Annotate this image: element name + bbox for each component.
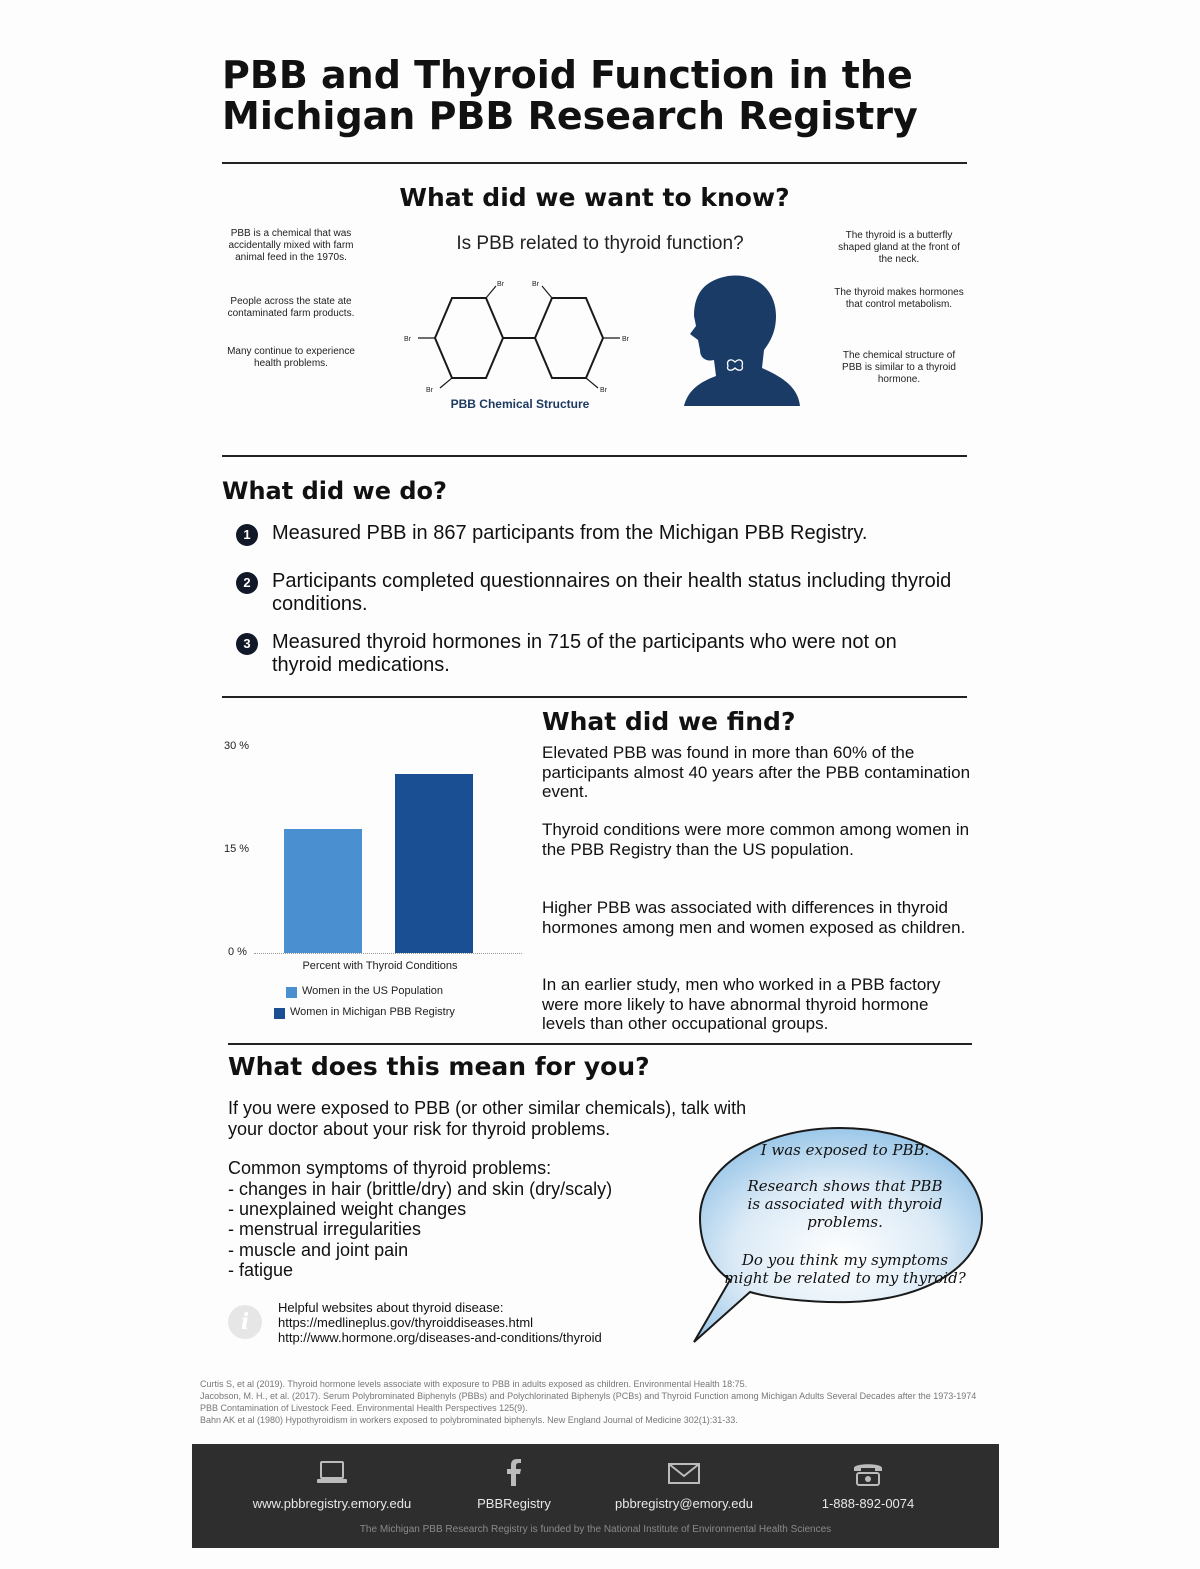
head-silhouette-icon [676, 272, 806, 408]
research-question: Is PBB related to thyroid function? [456, 233, 744, 254]
helpful-websites [278, 1300, 698, 1345]
finding-paragraph: In an earlier study, men who worked in a PBB factory were more likely to have abnormal thyroid hormone levels than other occupational groups. [542, 975, 941, 1033]
x-axis-baseline [254, 953, 522, 954]
step-number-badge: 3 [236, 633, 258, 655]
references [200, 1378, 990, 1426]
br-label: Br [532, 281, 539, 288]
right-note-1: The thyroid is a butterfly shaped gland at the front of the neck. [838, 230, 960, 265]
websites-title: Helpful websites about thyroid disease: [278, 1300, 504, 1315]
bar-women-us-population [284, 829, 362, 953]
br-label: Br [622, 336, 629, 343]
section-heading-mean: What does this mean for you? [228, 1052, 650, 1081]
left-note-2: People across the state ate contaminated farm products. [227, 296, 355, 319]
section-heading-find: What did we find? [542, 707, 796, 736]
symptoms-title: Common symptoms of thyroid problems: [228, 1158, 552, 1178]
divider [222, 162, 967, 164]
symptom-item: - unexplained weight changes [228, 1199, 467, 1219]
bubble-line-1: I was exposed to PBB. [760, 1141, 930, 1159]
info-icon: i [228, 1305, 262, 1339]
divider [228, 1043, 972, 1045]
step-number-badge: 1 [236, 524, 258, 546]
legend-swatch-us [286, 987, 297, 998]
symptom-item: - fatigue [228, 1260, 294, 1280]
laptop-icon [312, 1458, 352, 1488]
br-label: Br [600, 387, 607, 394]
bar-women-michigan-pbb-registry [395, 774, 473, 953]
section-heading-do: What did we do? [222, 477, 447, 505]
website-link[interactable]: http://www.hormone.org/diseases-and-conditions/thyroid [278, 1330, 602, 1345]
title-line-1: PBB and Thyroid Function in the [222, 53, 913, 97]
section-heading-know: What did we want to know? [399, 183, 790, 212]
divider [222, 455, 967, 457]
footer-email[interactable]: pbbregistry@emory.edu [615, 1496, 753, 1511]
finding-paragraph: Higher PBB was associated with differences in thyroid hormones among men and women exposed as children. [542, 898, 966, 937]
br-label: Br [404, 336, 411, 343]
facebook-icon [494, 1458, 534, 1488]
finding-paragraph: Elevated PBB was found in more than 60% of the participants almost 40 years after the PBB contamination event. [542, 743, 971, 801]
legend-label-michigan: Women in Michigan PBB Registry [290, 1006, 455, 1018]
footer-phone[interactable]: 1-888-892-0074 [821, 1496, 915, 1511]
finding-paragraph: Thyroid conditions were more common among women in the PBB Registry than the US population. [542, 820, 970, 859]
br-label: Br [497, 281, 504, 288]
y-tick-label: 0 % [228, 946, 247, 958]
step-text: Measured thyroid hormones in 715 of the participants who were not on thyroid medications. [272, 631, 897, 676]
step-number-badge: 2 [236, 572, 258, 594]
y-tick-label: 15 % [224, 843, 250, 855]
y-tick-label: 30 % [224, 740, 250, 752]
footer-facebook[interactable]: PBBRegistry [477, 1496, 551, 1511]
right-note-3: The chemical structure of PBB is similar to a thyroid hormone. [842, 350, 956, 385]
reference-item: Jacobson, M. H., et al. (2017). Serum Polybrominated Biphenyls (PBBs) and Polychlorinated Biphenyls (PCBs) and Thyroid Function among Michigan Adults Several Decades after the 1973-1974 PBB Contamination of Livestock Feed. Environmental Health Perspectives 125(9). [200, 1391, 977, 1413]
email-icon [664, 1458, 704, 1488]
legend-label-us: Women in the US Population [302, 985, 444, 997]
step-text: Participants completed questionnaires on their health status including thyroid conditions. [272, 570, 952, 615]
page-title [222, 55, 982, 137]
divider [222, 696, 967, 698]
right-note-2: The thyroid makes hormones that control metabolism. [834, 287, 964, 310]
website-link[interactable]: https://medlineplus.gov/thyroiddiseases.html [278, 1315, 534, 1330]
left-note-1: PBB is a chemical that was accidentally mixed with farm animal feed in the 1970s. [228, 228, 354, 263]
advice-paragraph: If you were exposed to PBB (or other similar chemicals), talk with your doctor about your risk for thyroid problems. [228, 1098, 747, 1139]
symptom-item: - muscle and joint pain [228, 1240, 409, 1260]
footer-bar [192, 1444, 999, 1548]
br-label: Br [426, 387, 433, 394]
legend-swatch-michigan [274, 1008, 285, 1019]
symptom-item: - changes in hair (brittle/dry) and skin (dry/scaly) [228, 1179, 613, 1199]
structure-caption: PBB Chemical Structure [450, 397, 590, 411]
x-axis-label: Percent with Thyroid Conditions [302, 960, 458, 972]
funding-note: The Michigan PBB Research Registry is funded by the National Institute of Environmental Health Sciences [359, 1524, 832, 1535]
bubble-line-3: Do you think my symptoms might be related to my thyroid? [724, 1251, 966, 1287]
pbb-chemical-structure-diagram [400, 278, 640, 398]
title-line-2: Michigan PBB Research Registry [222, 94, 918, 138]
symptom-item: - menstrual irregularities [228, 1219, 422, 1239]
footer-website[interactable]: www.pbbregistry.emory.edu [252, 1496, 412, 1511]
step-text: Measured PBB in 867 participants from the Michigan PBB Registry. [272, 522, 868, 544]
reference-item: Curtis S, et al (2019). Thyroid hormone levels associate with exposure to PBB in adults exposed as children. Environmental Health 18:75. [200, 1379, 748, 1389]
reference-item: Bahn AK et al (1980) Hypothyroidism in workers exposed to polybrominated biphenyls. New England Journal of Medicine 302(1):31-33. [200, 1415, 738, 1425]
bubble-line-2: Research shows that PBB is associated with thyroid problems. [747, 1177, 943, 1231]
left-note-3: Many continue to experience health problems. [227, 346, 355, 369]
phone-icon [848, 1458, 888, 1488]
